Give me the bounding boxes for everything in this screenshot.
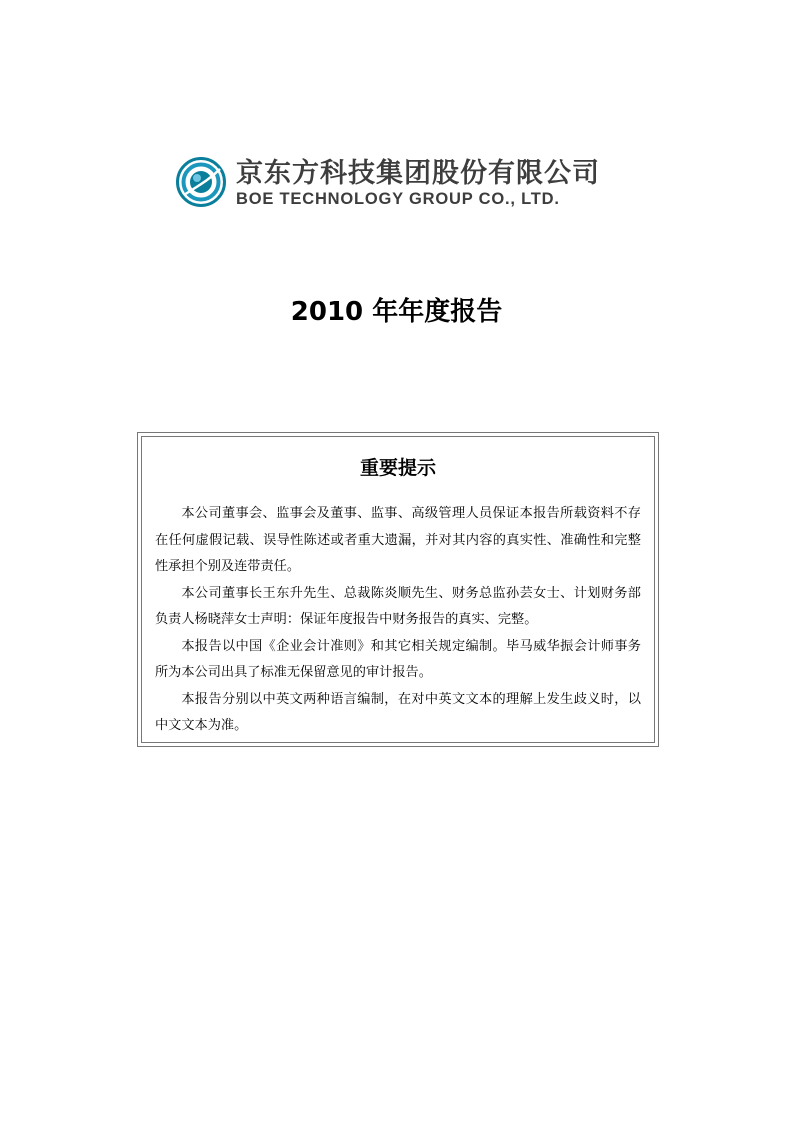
- notice-body: [155, 501, 641, 740]
- boe-logo-icon: [176, 157, 226, 207]
- notice-title: 重要提示: [359, 457, 436, 479]
- notice-paragraph-language: 本报告分别以中英文两种语言编制，在对中英文文本的理解上发生歧义时，以中文文本为准。: [155, 691, 641, 733]
- company-name-cn: 京东方科技集团股份有限公司: [236, 158, 600, 189]
- notice-paragraph-audit: 本报告以中国《企业会计准则》和其它相关规定编制。毕马威华振会计师事务所为本公司出具了标准无保留意见的审计报告。: [155, 638, 641, 680]
- company-logo: [176, 157, 616, 213]
- logo-highlight: [193, 174, 201, 182]
- notice-paragraph-responsibility: 本公司董事会、监事会及董事、监事、高级管理人员保证本报告所载资料不存在任何虚假记载、误导性陈述或者重大遗漏，并对其内容的真实性、准确性和完整性承担个别及连带责任。: [155, 506, 641, 574]
- notice-paragraph-declaration: 本公司董事长王东升先生、总裁陈炎顺先生、财务总监孙芸女士、计划财务部负责人杨晓萍女士声明：保证年度报告中财务报告的真实、完整。: [155, 585, 641, 627]
- notice-inner-border: [141, 436, 655, 743]
- report-title: 2010 年年度报告: [290, 297, 503, 327]
- important-notice-box: [137, 432, 659, 747]
- company-name-en: BOE TECHNOLOGY GROUP CO., LTD.: [236, 190, 560, 208]
